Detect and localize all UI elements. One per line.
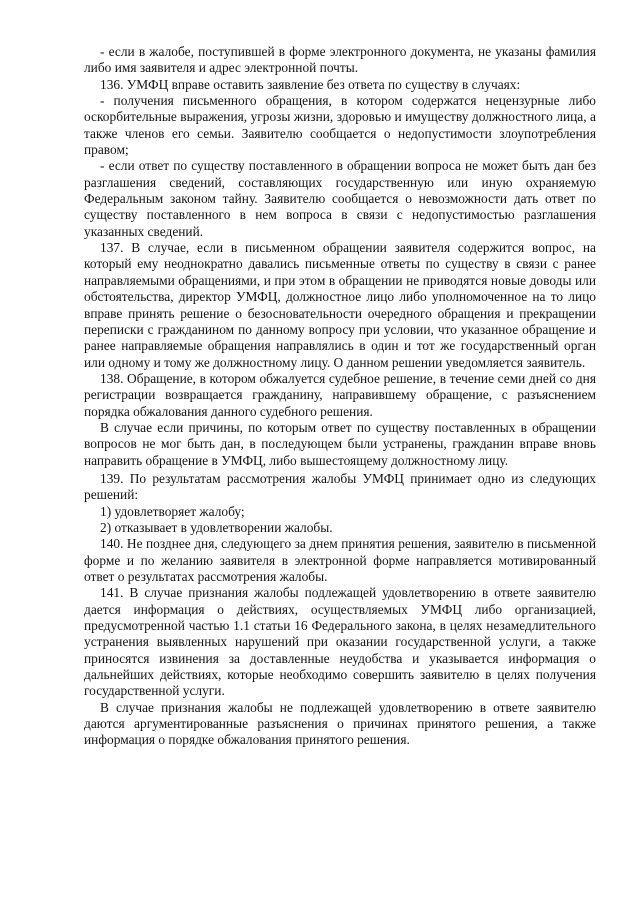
paragraph-138-repeat-appeal: В случае если причины, по которым ответ по существу поставленных в обращении вопросов не мог быть дан, в последующем были устранены, гражданин вправе вновь направить обращение в УМФЦ, либо вышестоящему должностному лицу. (84, 419, 596, 468)
paragraph-137: 137. В случае, если в письменном обращении заявителя содержится вопрос, на который ему неоднократно давались письменные ответы по существу в связи с ранее направляемыми обращениями, и при этом в обращении не приводятся новые доводы или обстоятельства, директор УМФЦ, должностное лицо либо уполномоченное на то лицо вправе принять решение о безосновательности очередного обращения и прекращении переписки с гражданином по данному вопросу при условии, что указанное обращение и ранее направляемые обращения направлялись в один и тот же государственный орган или одному и тому же должностному лицу. О данном решении уведомляется заявитель. (84, 240, 596, 370)
paragraph-140: 140. Не позднее дня, следующего за днем принятия решения, заявителю в письменной форме и по желанию заявителя в электронной форме направляется мотивированный ответ о результатах рассмотрения жалобы. (84, 536, 596, 584)
paragraph-136-obscene-clause: - получения письменного обращения, в котором содержатся нецензурные либо оскорбительные выражения, угрозы жизни, здоровью и имуществу должностного лица, а также членов его семьи. Заявителю сообщается о недопустимости злоупотребления правом; (84, 93, 596, 158)
paragraph-139: 139. По результатам рассмотрения жалобы УМФЦ принимает одно из следующих решений: (84, 470, 596, 503)
paragraph-141: 141. В случае признания жалобы подлежащей удовлетворению в ответе заявителю дается информация о действиях, осуществляемых УМФЦ либо организацией, предусмотренной частью 1.1 статьи 16 Федерального закона, в целях незамедлительного устранения выявленных нарушений при оказании государственной услуги, а также приносятся извинения за доставленные неудобства и указывается информация о дальнейших действиях, которые необходимо совершить заявителю в целях получения государственной услуги. (84, 585, 596, 699)
paragraph-139-option-1: 1) удовлетворяет жалобу; (100, 503, 245, 519)
document-body (84, 44, 596, 749)
paragraph-136: 136. УМФЦ вправе оставить заявление без ответа по существу в случаях: (100, 76, 521, 92)
paragraph-139-option-2: 2) отказывает в удовлетворении жалобы. (100, 519, 333, 535)
paragraph-136-secret-clause: - если ответ по существу поставленного в обращении вопроса не может быть дан без разглашения сведений, составляющих государственную или иную охраняемую Федеральным законом тайну. Заявителю сообщается о невозможности дать ответ по существу поставленного в нем вопроса в связи с недопустимостью разглашения указанных сведений. (84, 158, 596, 239)
paragraph-138: 138. Обращение, в котором обжалуется судебное решение, в течение семи дней со дня регистрации возвращается гражданину, направившему обращение, с разъяснением порядка обжалования данного судебного решения. (84, 370, 596, 419)
paragraph-141-rejection: В случае признания жалобы не подлежащей удовлетворению в ответе заявителю даются аргументированные разъяснения о причинах принятого решения, а также информация о порядке обжалования принятого решения. (84, 699, 596, 748)
paragraph-no-surname-clause: - если в жалобе, поступившей в форме электронного документа, не указаны фамилия либо имя заявителя и адрес электронной почты. (84, 44, 596, 76)
